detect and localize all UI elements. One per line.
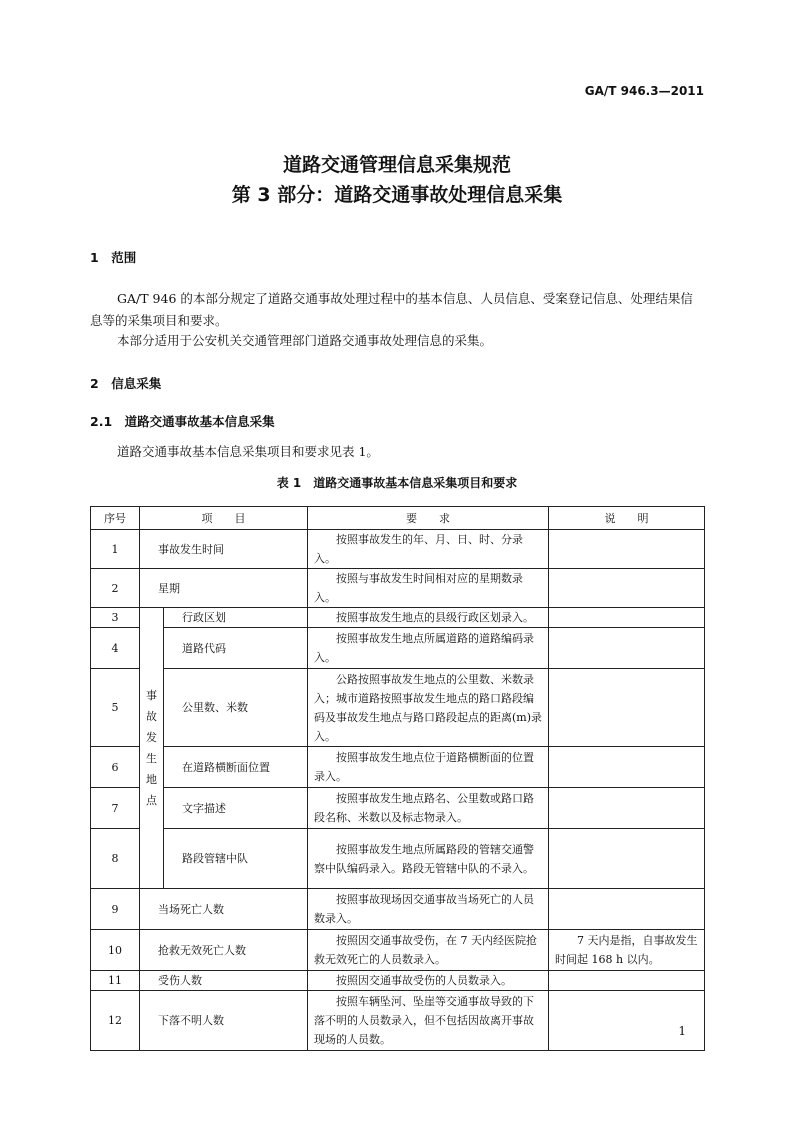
row-note <box>549 530 705 569</box>
info-table <box>90 506 705 1051</box>
row-note: 7 天内是指，自事故发生时间起 168 h 以内。 <box>549 930 705 971</box>
row-note <box>549 569 705 608</box>
row-requirement: 按照与事故发生时间相对应的星期数录入。 <box>308 569 549 608</box>
row-no: 8 <box>91 829 140 889</box>
table-row <box>91 608 705 628</box>
row-no: 7 <box>91 788 140 829</box>
row-item: 道路代码 <box>164 628 308 669</box>
row-item: 下落不明人数 <box>140 991 308 1051</box>
row-note <box>549 788 705 829</box>
row-no: 4 <box>91 628 140 669</box>
row-note <box>549 747 705 788</box>
row-no: 9 <box>91 889 140 930</box>
row-requirement: 按照车辆坠河、坠崖等交通事故导致的下落不明的人员数录入，但不包括因故离开事故现场的人员数。 <box>308 991 549 1051</box>
row-requirement: 公路按照事故发生地点的公里数、米数录入；城市道路按照事故发生地点的路口路段编码及事故发生地点与路口路段起点的距离(m)录入。 <box>308 669 549 747</box>
row-note <box>549 829 705 889</box>
page-number: 1 <box>678 1024 686 1038</box>
header-note: 说 明 <box>549 507 705 530</box>
table-row <box>91 971 705 991</box>
table-caption: 表 1 道路交通事故基本信息采集项目和要求 <box>276 476 518 490</box>
row-item: 星期 <box>140 569 308 608</box>
row-no: 1 <box>91 530 140 569</box>
row-no: 10 <box>91 930 140 971</box>
row-item: 文字描述 <box>164 788 308 829</box>
document-title <box>0 150 794 210</box>
section-2-1-paragraph: 道路交通事故基本信息采集项目和要求见表 1。 <box>117 444 379 459</box>
row-no: 5 <box>91 669 140 747</box>
table-row <box>91 569 705 608</box>
row-requirement: 按照事故发生地点所属路段的管辖交通警察中队编码录入。路段无管辖中队的不录入。 <box>308 829 549 889</box>
section-2-1-heading: 2.1 道路交通事故基本信息采集 <box>90 414 275 429</box>
row-item: 受伤人数 <box>140 971 308 991</box>
row-item: 事故发生时间 <box>140 530 308 569</box>
row-requirement: 按照事故发生地点路名、公里数或路口路段名称、米数以及标志物录入。 <box>308 788 549 829</box>
section-1-paragraph-1: GA/T 946 的本部分规定了道路交通事故处理过程中的基本信息、人员信息、受案登记信息、处理结果信息等的采集项目和要求。 <box>90 291 693 328</box>
table-row <box>91 889 705 930</box>
table-row <box>91 829 705 889</box>
row-item: 在道路横断面位置 <box>164 747 308 788</box>
table-header-row <box>91 507 705 530</box>
table-row <box>91 628 705 669</box>
row-no: 3 <box>91 608 140 628</box>
row-note <box>549 991 705 1051</box>
row-item: 行政区划 <box>164 608 308 628</box>
row-no: 12 <box>91 991 140 1051</box>
row-note <box>549 889 705 930</box>
row-item: 公里数、米数 <box>164 669 308 747</box>
header-no: 序号 <box>91 507 140 530</box>
table-row <box>91 530 705 569</box>
row-requirement: 按照事故现场因交通事故当场死亡的人员数录入。 <box>308 889 549 930</box>
row-no: 11 <box>91 971 140 991</box>
row-note <box>549 669 705 747</box>
row-note <box>549 628 705 669</box>
row-no: 2 <box>91 569 140 608</box>
row-requirement: 按照因交通事故受伤的人员数录入。 <box>308 971 549 991</box>
group-label-text: 事 故 发 生 地 点 <box>146 689 157 807</box>
row-item: 抢救无效死亡人数 <box>140 930 308 971</box>
group-label-location <box>140 608 164 889</box>
section-1-heading: 1 范围 <box>90 250 137 265</box>
row-item: 当场死亡人数 <box>140 889 308 930</box>
title-line-2: 第 3 部分：道路交通事故处理信息采集 <box>231 184 563 206</box>
table-row <box>91 991 705 1051</box>
table-row <box>91 930 705 971</box>
row-requirement: 按照事故发生的年、月、日、时、分录入。 <box>308 530 549 569</box>
table-row <box>91 747 705 788</box>
row-requirement: 按照事故发生地点的县级行政区划录入。 <box>308 608 549 628</box>
row-note <box>549 608 705 628</box>
section-2-heading: 2 信息采集 <box>90 376 162 391</box>
row-item: 路段管辖中队 <box>164 829 308 889</box>
row-requirement: 按照事故发生地点位于道路横断面的位置录入。 <box>308 747 549 788</box>
row-requirement: 按照事故发生地点所属道路的道路编码录入。 <box>308 628 549 669</box>
section-1-paragraph-2: 本部分适用于公安机关交通管理部门道路交通事故处理信息的采集。 <box>117 333 493 348</box>
row-note <box>549 971 705 991</box>
title-line-1: 道路交通管理信息采集规范 <box>282 154 511 176</box>
header-item: 项 目 <box>140 507 308 530</box>
header-requirement: 要 求 <box>308 507 549 530</box>
row-no: 6 <box>91 747 140 788</box>
standard-number: GA/T 946.3—2011 <box>584 84 704 98</box>
table-row <box>91 669 705 747</box>
row-requirement: 按照因交通事故受伤，在 7 天内经医院抢救无效死亡的人员数录入。 <box>308 930 549 971</box>
table-row <box>91 788 705 829</box>
